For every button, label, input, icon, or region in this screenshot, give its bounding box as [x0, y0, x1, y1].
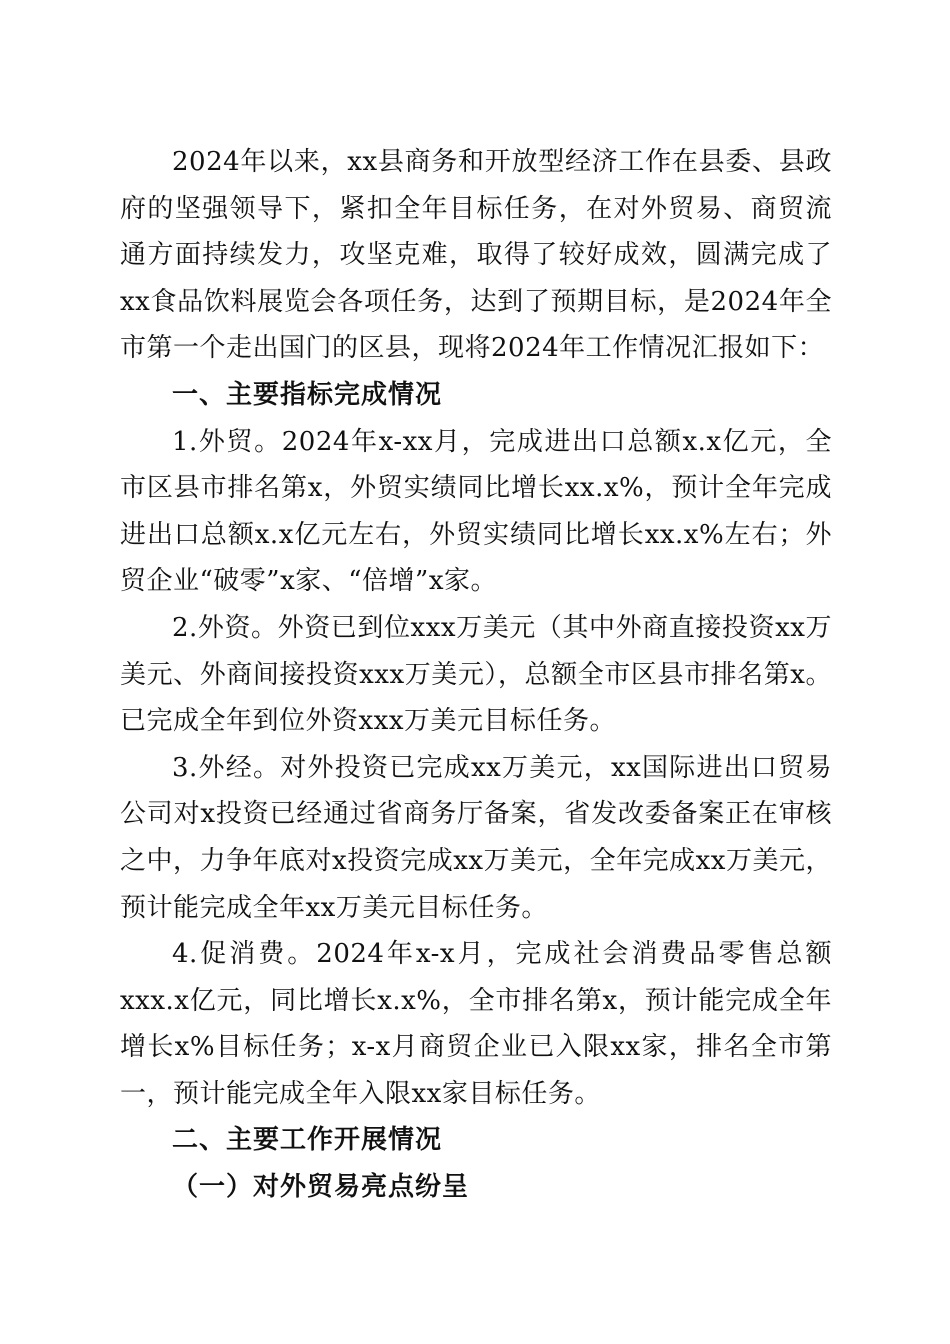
section-1-heading: 一、主要指标完成情况 — [172, 379, 443, 410]
section-2-heading: 二、主要工作开展情况 — [172, 1125, 443, 1156]
item-2-foreign-investment: 2.外资。外资已到位xxx万美元（其中外商直接投资xx万美元、外商间接投资xxx万美元），总额全市区县市排名第x。已完成全年到位外资xxx万美元目标任务。 — [120, 612, 832, 737]
document-page — [120, 139, 832, 1211]
item-4-consumption: 4.促消费。2024年x-x月，完成社会消费品零售总额xxx.x亿元，同比增长x.x%，全市排名第x，预计能完成全年增长x%目标任务；x-x月商贸企业已入限xx家，排名全市第一，预计能完成全年入限xx家目标任务。 — [120, 939, 832, 1109]
subsection-1-heading: （一）对外贸易亮点纷呈 — [172, 1172, 470, 1203]
item-3-outbound-investment: 3.外经。对外投资已完成xx万美元，xx国际进出口贸易公司对x投资已经通过省商务厅备案，省发改委备案正在审核之中，力争年底对x投资完成xx万美元，全年完成xx万美元，预计能完成全年xx万美元目标任务。 — [120, 752, 832, 923]
item-1-foreign-trade: 1.外贸。2024年x-xx月，完成进出口总额x.x亿元，全市区县市排名第x，外贸实绩同比增长xx.x%，预计全年完成进出口总额x.x亿元左右，外贸实绩同比增长xx.x%左右；外贸企业“破零”x家、“倍增”x家。 — [120, 426, 832, 597]
intro-paragraph: 2024年以来，xx县商务和开放型经济工作在县委、县政府的坚强领导下，紧扣全年目标任务，在对外贸易、商贸流通方面持续发力，攻坚克难，取得了较好成效，圆满完成了xx食品饮料展览会各项任务，达到了预期目标，是2024年全市第一个走出国门的区县，现将2024年工作情况汇报如下： — [120, 147, 832, 364]
